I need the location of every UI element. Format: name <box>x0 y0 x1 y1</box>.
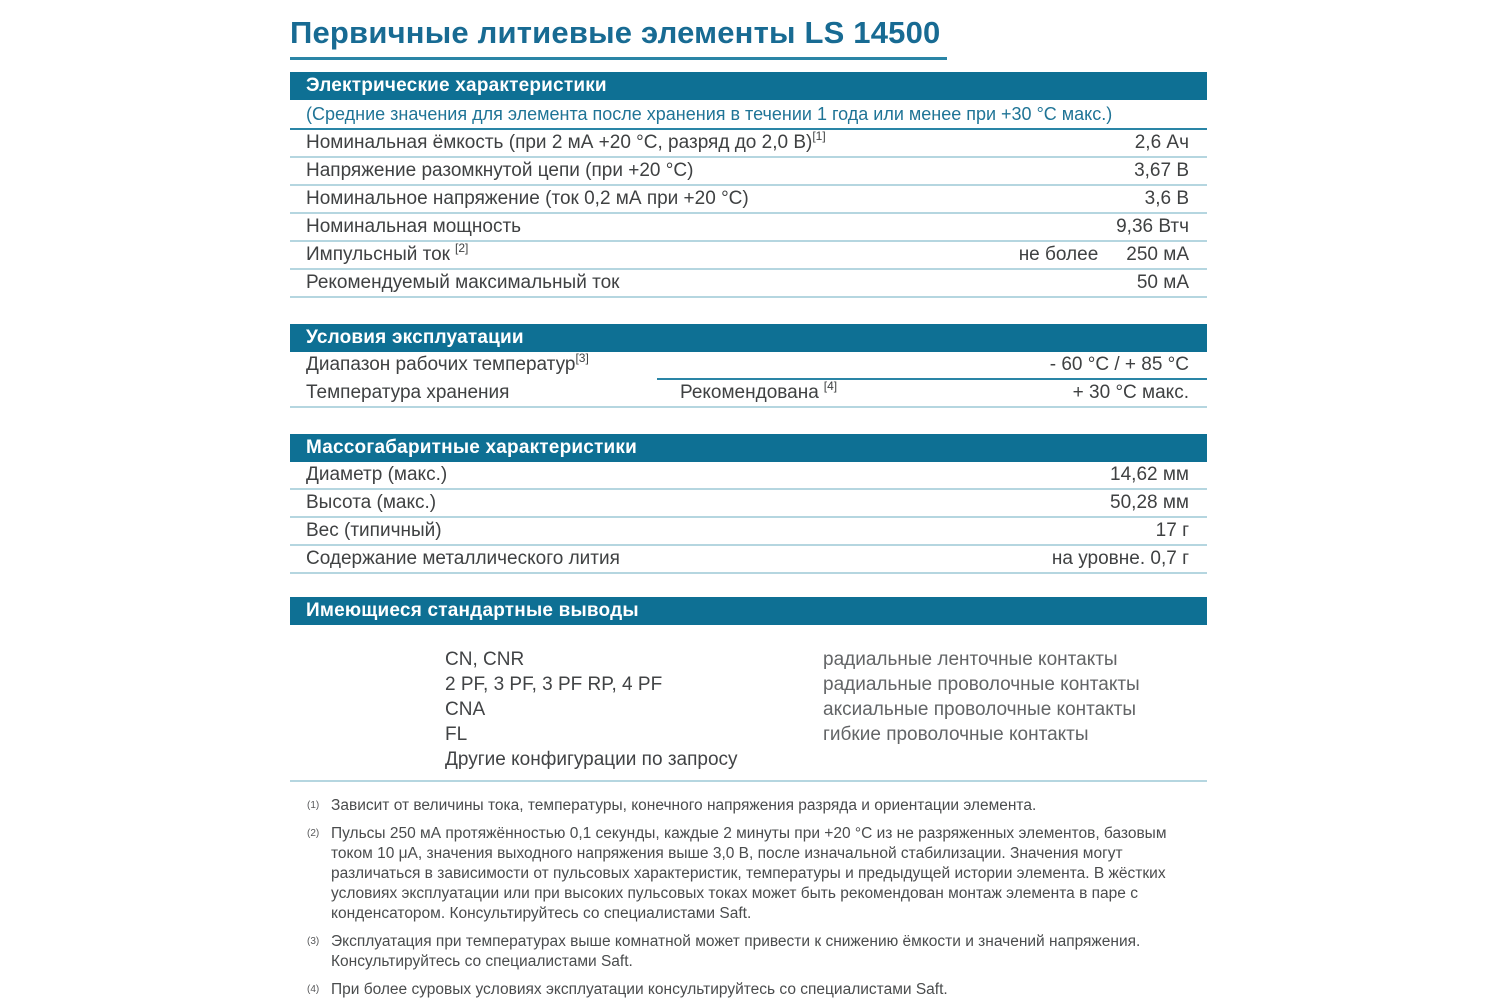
section-dimensions <box>290 434 1207 574</box>
footnote-text: Эксплуатация при температурах выше комнатной может привести к снижению ёмкости и значений напряжения. Консультируйтесь со специалистами Saft. <box>331 933 1141 970</box>
datasheet-page <box>290 14 1207 1008</box>
terminal-description: аксиальные проволочные контакты <box>823 699 1137 720</box>
table-row <box>290 462 1207 490</box>
terminals-table <box>290 647 1207 772</box>
row-label: Напряжение разомкнутой цепи (при +20 °C) <box>306 160 694 181</box>
footnotes <box>290 796 1207 1000</box>
terminal-type: CNA <box>445 699 486 720</box>
row-label: Высота (макс.) <box>306 492 437 513</box>
section-header-electrical: Электрические характеристики <box>290 72 1207 100</box>
row-label: Рекомендуемый максимальный ток <box>306 272 620 293</box>
footnotes-divider <box>290 780 1207 782</box>
footnote <box>307 824 1207 924</box>
table-row <box>290 518 1207 546</box>
footnote-ref: [3] <box>575 350 589 365</box>
row-value: 2,6 Ач <box>1134 132 1189 153</box>
row-label: Вес (типичный) <box>306 520 442 541</box>
row-label: Диапазон рабочих температур[3] <box>306 350 589 375</box>
electrical-subnote: (Средние значения для элемента после хранения в течении 1 года или менее при +30 °C макс.) <box>290 100 1207 130</box>
row-sub-label: Рекомендована [4] <box>680 378 838 403</box>
footnote-marker: (3) <box>307 936 320 947</box>
table-row <box>290 130 1207 158</box>
table-row <box>290 380 1207 408</box>
section-terminals <box>290 597 1207 772</box>
footnote <box>307 980 1207 1000</box>
row-value: 9,36 Втч <box>1116 216 1189 237</box>
terminal-description: гибкие проволочные контакты <box>823 724 1089 745</box>
footnote-marker: (2) <box>307 828 320 839</box>
row-value: 17 г <box>1155 520 1189 541</box>
section-operating-conditions <box>290 324 1207 408</box>
table-row <box>290 270 1207 298</box>
row-value: 3,67 В <box>1134 160 1189 181</box>
table-row <box>290 158 1207 186</box>
section-header-terminals: Имеющиеся стандартные выводы <box>290 597 1207 625</box>
row-label: Номинальное напряжение (ток 0,2 мА при +20 °C) <box>306 188 749 209</box>
table-row <box>290 186 1207 214</box>
footnote-text: Зависит от величины тока, температуры, конечного напряжения разряда и ориентации элемента. <box>331 797 1037 814</box>
row-value: 50,28 мм <box>1110 492 1189 513</box>
table-row <box>290 242 1207 270</box>
terminal-description: радиальные ленточные контакты <box>823 649 1118 670</box>
page-title: Первичные литиевые элементы LS 14500 <box>290 14 947 60</box>
terminal-type: 2 PF, 3 PF, 3 PF RP, 4 PF <box>445 674 663 695</box>
footnote-ref: [1] <box>812 128 826 143</box>
terminal-description: радиальные проволочные контакты <box>823 674 1140 695</box>
row-label: Номинальная мощность <box>306 216 522 237</box>
table-row <box>290 352 1207 378</box>
terminal-type: CN, CNR <box>445 649 525 670</box>
terminal-type: FL <box>445 724 468 745</box>
row-label: Номинальная ёмкость (при 2 мА +20 °C, разряд до 2,0 В)[1] <box>306 128 826 153</box>
row-value: 3,6 В <box>1144 188 1189 209</box>
footnote <box>307 796 1207 816</box>
row-label: Диаметр (макс.) <box>306 464 448 485</box>
row-label: Импульсный ток [2] <box>306 240 469 265</box>
table-row <box>290 546 1207 574</box>
row-qualifier: не более <box>1018 244 1099 265</box>
row-value: на уровне. 0,7 г <box>1051 548 1189 569</box>
row-label: Температура хранения <box>306 382 510 403</box>
table-row <box>290 214 1207 242</box>
section-electrical <box>290 72 1207 298</box>
section-header-dimensions: Массогабаритные характеристики <box>290 434 1207 462</box>
row-value: 50 мА <box>1136 272 1189 293</box>
table-row <box>290 490 1207 518</box>
footnote <box>307 932 1207 972</box>
footnote-ref: [2] <box>454 240 469 255</box>
row-value: 250 мА <box>1126 244 1189 265</box>
terminal-types-column <box>445 647 823 772</box>
terminal-type: Другие конфигурации по запросу <box>445 749 738 770</box>
row-value: + 30 °C макс. <box>1072 382 1189 403</box>
footnote-marker: (4) <box>307 984 320 995</box>
section-header-operating: Условия эксплуатации <box>290 324 1207 352</box>
terminal-descriptions-column <box>823 647 1140 772</box>
footnote-ref: [4] <box>823 378 838 393</box>
row-value: - 60 °C / + 85 °C <box>1049 354 1189 375</box>
footnote-text: Пульсы 250 мА протяжённостью 0,1 секунды, каждые 2 минуты при +20 °C из не разряженных элементов, базовым током 10 μА, значения выходного напряжения выше 3,0 В, после изначальной стабилизации. Значения могут различаться в зависимости от пульсовых характеристик, температуры и предыдущей истории элемента. В жёстких условиях эксплуатации или при высоких пульсовых токах может быть рекомендован монтаж элемента в паре с конденсатором. Консультируйтесь со специалистами Saft. <box>331 825 1167 922</box>
row-label: Содержание металлического лития <box>306 548 620 569</box>
row-value: 14,62 мм <box>1110 464 1189 485</box>
footnote-marker: (1) <box>307 800 320 811</box>
footnote-text: При более суровых условиях эксплуатации консультируйтесь со специалистами Saft. <box>331 981 948 998</box>
